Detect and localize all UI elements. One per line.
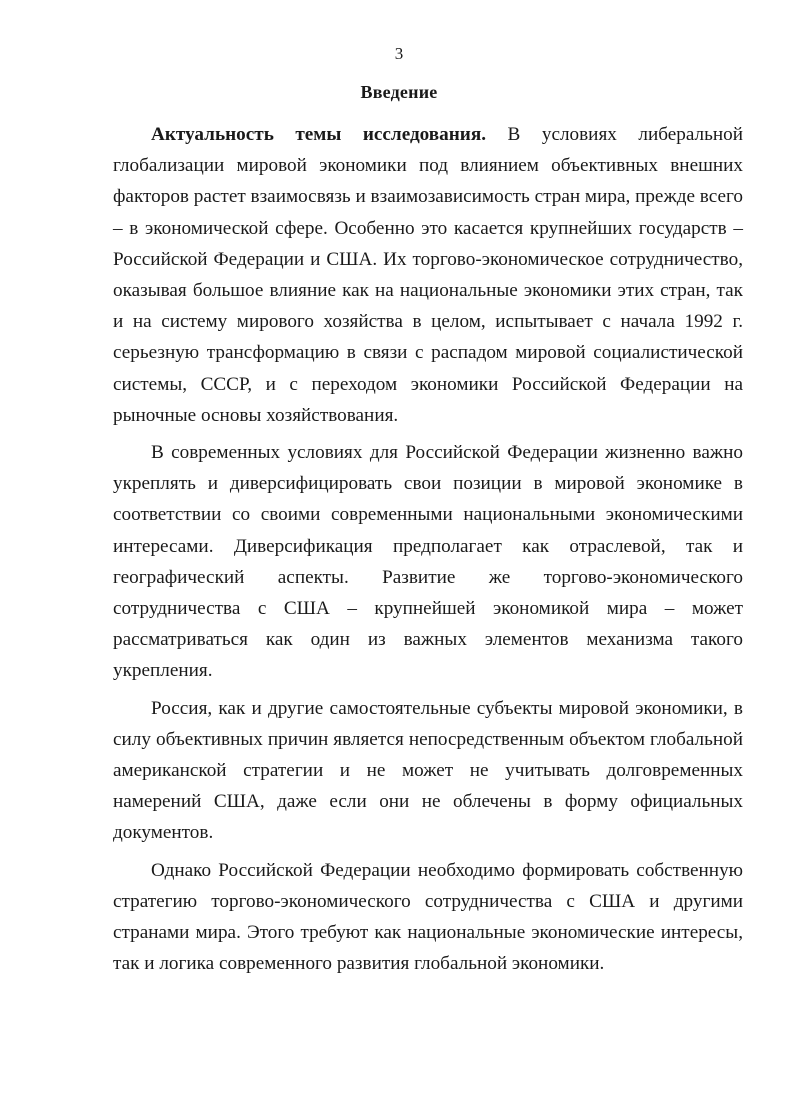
paragraph-4 bbox=[113, 855, 743, 980]
paragraph-3 bbox=[113, 693, 743, 849]
paragraph-text: Россия, как и другие самостоятельные субъекты мировой экономики, в силу объективных причин является непосредственным объектом глобальной американской стратегии и не может не учитывать долговременных намерений США, даже если они не облечены в форму официальных документов. bbox=[113, 697, 743, 844]
paragraph-text: Однако Российской Федерации необходимо формировать собственную стратегию торгово-экономического сотрудничества с США и другими странами мира. Этого требуют как национальные экономические интересы, так и логика современного развития глобальной экономики. bbox=[113, 859, 743, 975]
paragraph-1 bbox=[113, 119, 743, 431]
page-number: 3 bbox=[394, 44, 404, 63]
paragraph-2 bbox=[113, 437, 743, 687]
paragraph-lead: Актуальность темы исследования. bbox=[151, 124, 487, 145]
document-body bbox=[113, 119, 743, 985]
section-heading: Введение bbox=[360, 82, 438, 102]
paragraph-text: В современных условиях для Российской Федерации жизненно важно укреплять и диверсифицировать свои позиции в мировой экономике в соответствии со своими современными национальными экономическими интересами. Диверсификация предполагает как отраслевой, так и географический аспекты. Развитие же торгово-экономического сотрудничества с США – крупнейшей экономикой мира – может рассматриваться как один из важных элементов механизма такого укрепления. bbox=[113, 442, 743, 682]
paragraph-text: В условиях либеральной глобализации мировой экономики под влиянием объективных внешних факторов растет взаимосвязь и взаимозависимость стран мира, прежде всего – в экономической сфере. Особенно это касается крупнейших государств – Российской Федерации и США. Их торгово-экономическое сотрудничество, оказывая большое влияние как на национальные экономики этих стран, так и на систему мирового хозяйства в целом, испытывает с начала 1992 г. серьезную трансформацию в связи с распадом мировой социалистической системы, СССР, и с переходом экономики Российской Федерации на рыночные основы хозяйствования. bbox=[113, 124, 743, 426]
